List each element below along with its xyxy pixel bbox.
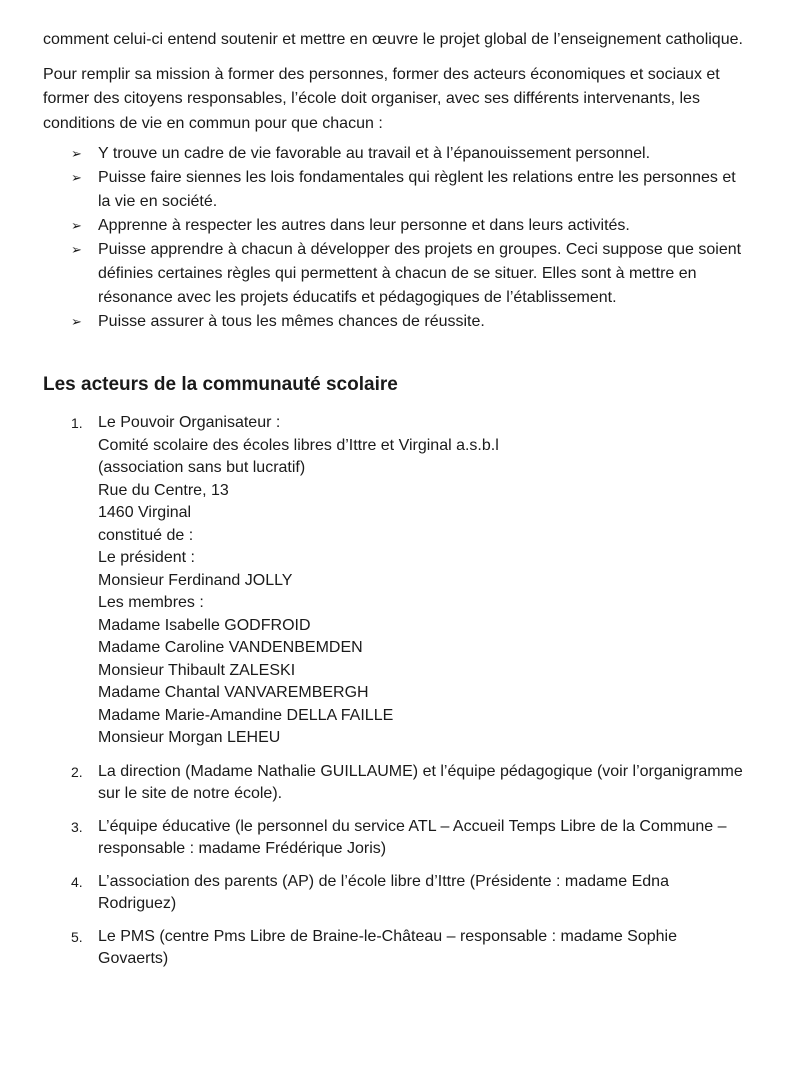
list-number: 4. bbox=[71, 873, 83, 890]
actors-numbered-list bbox=[71, 412, 743, 971]
arrow-bullet-icon: ➢ bbox=[71, 314, 82, 329]
list-item-text: Puisse faire siennes les lois fondamentales qui règlent les relations entre les personnes et la vie en société. bbox=[98, 169, 736, 210]
actor-text: L’équipe éducative (le personnel du service ATL – Accueil Temps Libre de la Commune – responsable : madame Frédérique Joris) bbox=[98, 817, 727, 857]
actor-item-association-parents bbox=[71, 871, 743, 916]
actor-line: Le Pouvoir Organisateur : bbox=[98, 414, 281, 431]
conditions-bullet-list bbox=[71, 142, 743, 334]
actor-line: constitué de : bbox=[98, 526, 194, 544]
actor-text: La direction (Madame Nathalie GUILLAUME) et l’équipe pédagogique (voir l’organigramme sur le site de notre école). bbox=[98, 762, 743, 802]
actor-text: Le PMS (centre Pms Libre de Braine-le-Château – responsable : madame Sophie Govaerts) bbox=[98, 927, 677, 967]
actor-line: 1460 Virginal bbox=[98, 504, 192, 521]
list-item-text: Apprenne à respecter les autres dans leur personne et dans leurs activités. bbox=[98, 217, 630, 234]
list-item-text: Puisse assurer à tous les mêmes chances de réussite. bbox=[98, 313, 485, 330]
actor-item-pms bbox=[71, 926, 743, 971]
actor-line: Les membres : bbox=[98, 594, 204, 611]
actor-item-equipe-educative bbox=[71, 816, 743, 861]
actor-line: Le président : bbox=[98, 549, 195, 566]
actor-line: (association sans but lucratif) bbox=[98, 459, 306, 476]
arrow-bullet-icon: ➢ bbox=[71, 170, 82, 185]
actor-item-direction bbox=[71, 761, 743, 806]
list-item-text: Puisse apprendre à chacun à développer des projets en groupes. Ceci suppose que soient définies certaines règles qui permettent à chacun de se situer. Elles sont à mettre en résonance avec les projets éducatifs et pédagogiques de l’établissement. bbox=[98, 241, 742, 306]
list-number: 2. bbox=[71, 763, 83, 780]
list-item-text: Y trouve un cadre de vie favorable au travail et à l’épanouissement personnel. bbox=[98, 145, 651, 162]
actor-line: Madame Isabelle GODFROID bbox=[98, 616, 311, 634]
list-item bbox=[71, 166, 743, 214]
arrow-bullet-icon: ➢ bbox=[71, 242, 82, 257]
section-heading: Les acteurs de la communauté scolaire bbox=[43, 374, 398, 395]
arrow-bullet-icon: ➢ bbox=[71, 146, 82, 161]
list-number: 5. bbox=[71, 928, 83, 945]
actor-line: Rue du Centre, 13 bbox=[98, 481, 229, 499]
arrow-bullet-icon: ➢ bbox=[71, 218, 82, 233]
actor-line: Monsieur Morgan LEHEU bbox=[98, 729, 281, 746]
list-number: 3. bbox=[71, 818, 83, 835]
actor-line: Comité scolaire des écoles libres d’Ittre et Virginal a.s.b.l bbox=[98, 436, 499, 454]
list-item bbox=[71, 142, 743, 166]
actor-line: Madame Chantal VANVAREMBERGH bbox=[98, 684, 369, 701]
list-number: 1. bbox=[71, 415, 83, 431]
list-item bbox=[71, 214, 743, 238]
document-page bbox=[43, 28, 743, 981]
actor-line: Madame Marie-Amandine DELLA FAILLE bbox=[98, 706, 394, 724]
list-item bbox=[71, 310, 743, 334]
actor-line: Monsieur Ferdinand JOLLY bbox=[98, 571, 293, 589]
intro-paragraph-continuation: comment celui-ci entend soutenir et mettre en œuvre le projet global de l’enseignement catholique. bbox=[43, 31, 743, 48]
list-item bbox=[71, 238, 743, 310]
intro-paragraph-mission: Pour remplir sa mission à former des personnes, former des acteurs économiques et sociaux et former des citoyens responsables, l’école doit organiser, avec ses différents intervenants, les conditions de vie en commun pour que chacun : bbox=[43, 65, 720, 132]
actor-line: Madame Caroline VANDENBEMDEN bbox=[98, 639, 363, 656]
actor-line: Monsieur Thibault ZALESKI bbox=[98, 661, 296, 679]
actor-text: L’association des parents (AP) de l’école libre d’Ittre (Présidente : madame Edna Rodriguez) bbox=[98, 872, 669, 912]
actor-item-pouvoir-organisateur bbox=[71, 412, 743, 750]
